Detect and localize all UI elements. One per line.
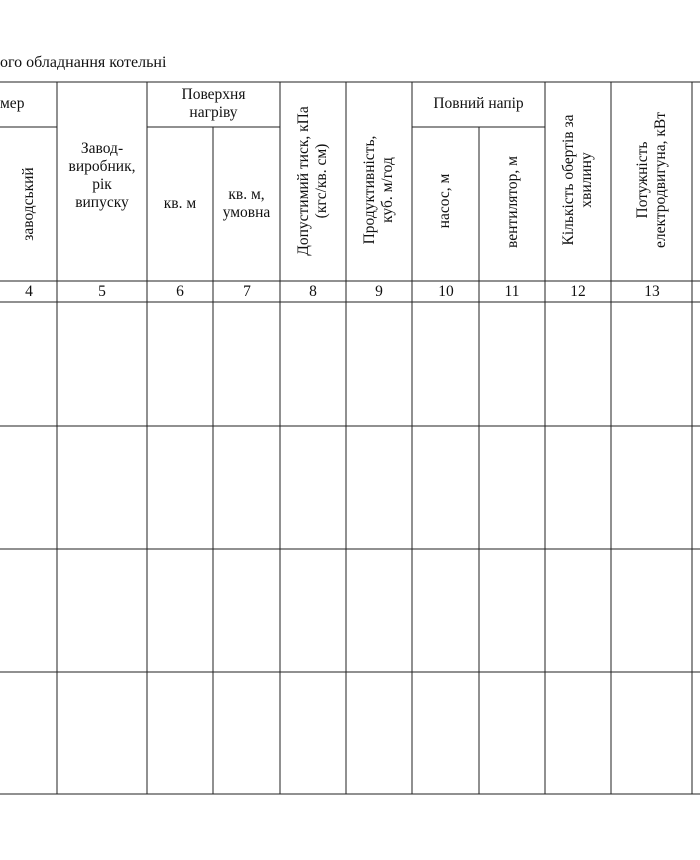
column-number-10: 10: [438, 283, 454, 300]
column-number-6: 6: [176, 283, 184, 300]
header-ventyliator: вентилятор, м: [504, 156, 521, 248]
column-number-13: 13: [644, 283, 660, 300]
header-produktyvnist: [361, 136, 397, 245]
header-poverkhnia-line-2: нагріву: [189, 104, 238, 121]
header-zavod-line-4: випуску: [75, 194, 129, 211]
header-zavod-line-1: Завод-: [80, 140, 124, 157]
header-kv-m: кв. м: [163, 195, 197, 212]
header-zavod-line-3: рік: [92, 176, 112, 193]
header-obertiv-line-2: хвилину: [578, 152, 595, 208]
header-umovna-line-2: умовна: [222, 204, 271, 221]
column-number-11: 11: [504, 283, 520, 300]
header-zavod-vyrobnyk: [57, 140, 147, 212]
column-number-5: 5: [98, 283, 106, 300]
header-obertiv-line-1: Кількість обертів за: [560, 114, 577, 246]
header-zavod-line-2: виробник,: [68, 158, 136, 175]
table-caption: ого обладнання котельні: [0, 54, 167, 71]
header-potuzhnist: [634, 112, 670, 248]
column-number-12: 12: [570, 283, 586, 300]
header-povnyi-napir-group: Повний напір: [433, 95, 524, 112]
header-kilkist-obertiv: [560, 114, 596, 245]
header-kv-m-umovna: [213, 186, 280, 222]
header-zavodskyi: заводський: [20, 167, 37, 241]
column-number-8: 8: [309, 283, 317, 300]
header-nasos: насос, м: [436, 173, 453, 229]
header-potuzh-line-1: Потужність: [634, 141, 651, 219]
column-number-4: 4: [25, 283, 33, 300]
header-tysk-line-1: Допустимий тиск, кПа: [295, 106, 312, 256]
header-produkt-line-2: куб. м/год: [379, 157, 396, 223]
column-number-9: 9: [375, 283, 383, 300]
header-potuzh-line-2: електродвигуна, кВт: [652, 111, 669, 249]
header-tysk-line-2: (кгс/кв. см): [313, 143, 330, 219]
header-poverkhnia-group: [147, 86, 280, 122]
header-nomer-group: мер: [0, 95, 25, 112]
column-number-7: 7: [243, 283, 251, 300]
header-produkt-line-1: Продуктивність,: [361, 135, 378, 245]
header-umovna-line-1: кв. м,: [228, 186, 265, 203]
header-dopustymyi-tysk: [295, 106, 331, 255]
header-poverkhnia-line-1: Поверхня: [181, 86, 246, 103]
